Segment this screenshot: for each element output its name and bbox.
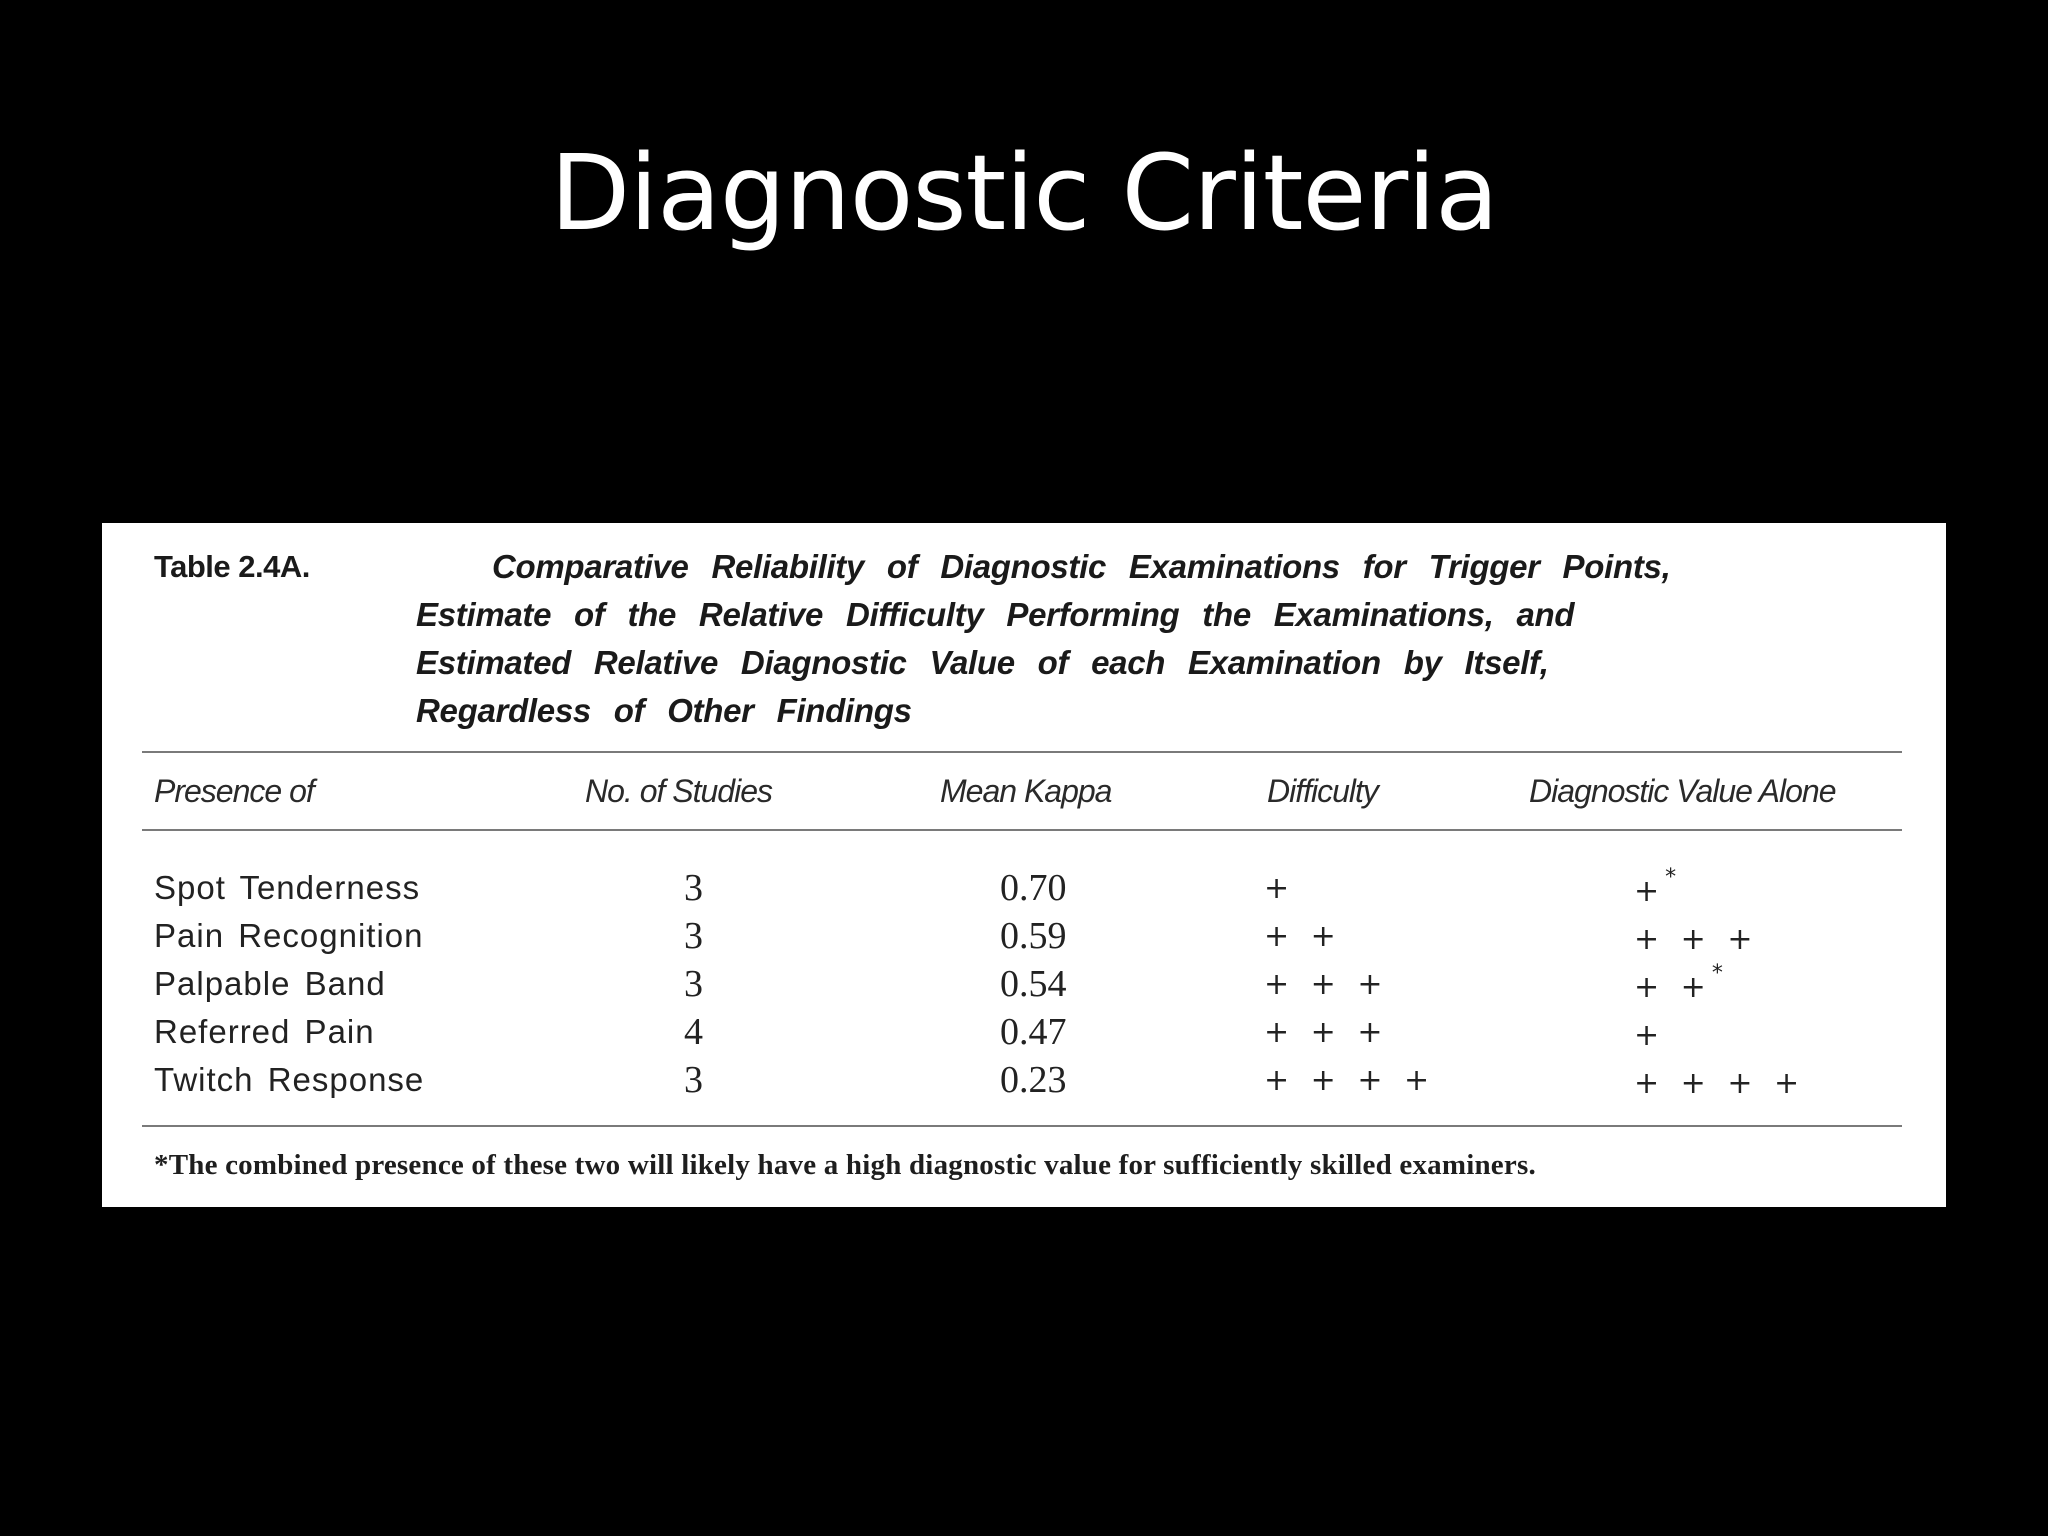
top-rule (142, 751, 1902, 753)
footnote-marker: * (1665, 865, 1677, 890)
caption-line: Estimated Relative Diagnostic Value of each Examination by Itself, (416, 644, 1549, 681)
studies-cell: 3 (684, 963, 703, 1005)
slide-title: Diagnostic Criteria (550, 132, 1498, 254)
difficulty-cell: + + + (1264, 967, 1389, 1002)
kappa-cell: 0.47 (1000, 1011, 1067, 1053)
table-row (102, 865, 1946, 917)
diagnostic-value-marks: + + + + (1634, 1066, 1806, 1101)
presence-cell: Referred Pain (154, 1013, 375, 1050)
presence-cell: Spot Tenderness (154, 869, 421, 906)
studies-cell: 3 (684, 1059, 703, 1101)
studies-cell: 3 (684, 867, 703, 909)
difficulty-cell: + + (1264, 919, 1342, 954)
diagnostic-value-cell (1634, 919, 1758, 957)
difficulty-cell: + + + + (1264, 1063, 1436, 1098)
table-figure (102, 523, 1946, 1207)
presence-cell: Twitch Response (154, 1061, 425, 1098)
header-rule (142, 829, 1902, 831)
column-header-difficulty: Difficulty (1267, 773, 1378, 809)
diagnostic-value-cell (1634, 865, 1677, 909)
caption-line: Comparative Reliability of Diagnostic Examinations for Trigger Points, (492, 548, 1671, 585)
footnote-marker: * (1711, 961, 1723, 986)
table-footnote: *The combined presence of these two will likely have a high diagnostic value for sufficiently skilled examiners. (154, 1149, 1536, 1181)
bottom-rule (142, 1125, 1902, 1127)
studies-cell: 4 (684, 1011, 703, 1053)
diagnostic-value-cell (1634, 961, 1723, 1005)
table-row (102, 917, 1946, 965)
column-header-diagnostic-value: Diagnostic Value Alone (1529, 773, 1836, 809)
diagnostic-value-marks: + + (1634, 970, 1712, 1005)
caption-line: Estimate of the Relative Difficulty Performing the Examinations, and (416, 596, 1575, 633)
presence-cell: Pain Recognition (154, 917, 424, 954)
table-label: Table 2.4A. (154, 549, 310, 584)
kappa-cell: 0.59 (1000, 915, 1067, 957)
difficulty-cell: + + + (1264, 1015, 1389, 1050)
kappa-cell: 0.54 (1000, 963, 1067, 1005)
kappa-cell: 0.70 (1000, 867, 1067, 909)
studies-cell: 3 (684, 915, 703, 957)
difficulty-cell: + (1264, 871, 1296, 906)
kappa-cell: 0.23 (1000, 1059, 1067, 1101)
diagnostic-value-marks: + + + (1634, 922, 1759, 957)
diagnostic-value-cell (1634, 1015, 1665, 1053)
caption-line: Regardless of Other Findings (416, 692, 912, 729)
diagnostic-value-cell (1634, 1063, 1805, 1101)
column-header-presence: Presence of (154, 773, 314, 809)
column-header-studies: No. of Studies (585, 773, 772, 809)
diagnostic-value-marks: + (1634, 1018, 1666, 1053)
table-row (102, 1061, 1946, 1109)
table-row (102, 961, 1946, 1013)
table-row (102, 1013, 1946, 1061)
diagnostic-value-marks: + (1634, 874, 1666, 909)
presence-cell: Palpable Band (154, 965, 386, 1002)
column-header-kappa: Mean Kappa (940, 773, 1112, 809)
